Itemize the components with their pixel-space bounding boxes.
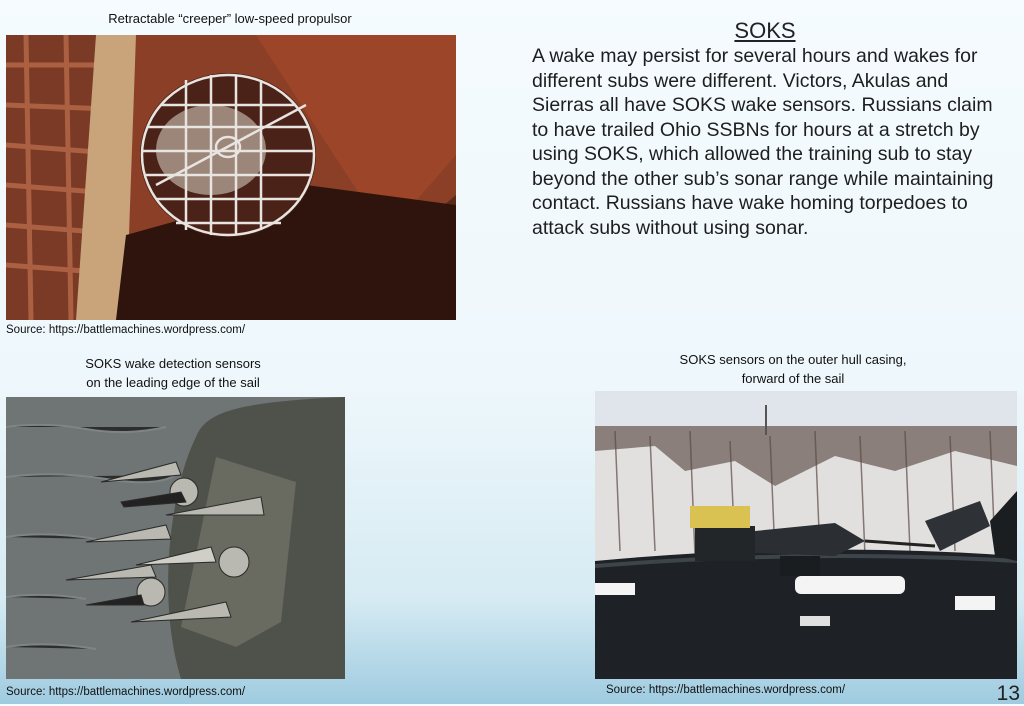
figure-3-source: Source: https://battlemachines.wordpress.com/	[606, 684, 846, 696]
propulsor-photo	[6, 35, 456, 320]
figure-2-caption-line-1: SOKS wake detection sensors	[85, 356, 261, 371]
figure-1-caption	[20, 9, 440, 28]
figure-2-caption-line-2: on the leading edge of the sail	[86, 375, 260, 390]
figure-1-caption-line-1: Retractable “creeper” low-speed propulsor	[108, 11, 352, 26]
page-number: 13	[996, 682, 1020, 705]
figure-2-source: Source: https://battlemachines.wordpress.com/	[6, 686, 246, 698]
slide-title: SOKS	[734, 18, 796, 43]
sail-sensors-photo	[6, 397, 345, 679]
figure-3-caption-line-1: SOKS sensors on the outer hull casing,	[679, 352, 907, 367]
hull-sensors-photo	[595, 391, 1017, 679]
figure-2-caption	[6, 354, 340, 392]
slide-body-text: A wake may persist for several hours and wakes for different subs were different. Victors, Akulas and Sierras all have SOKS wake sensors. Russians claim to have trailed Ohio SSBNs for hours at a stretch by using SOKS, which allowed the training sub to stay beyond the other sub’s sonar range while maintaining contact. Russians have wake homing torpedoes to attack subs without using sonar.	[532, 45, 994, 239]
figure-3-caption-line-2: forward of the sail	[741, 371, 845, 386]
figure-3-caption	[595, 350, 991, 388]
figure-1-source: Source: https://battlemachines.wordpress.com/	[6, 324, 246, 336]
